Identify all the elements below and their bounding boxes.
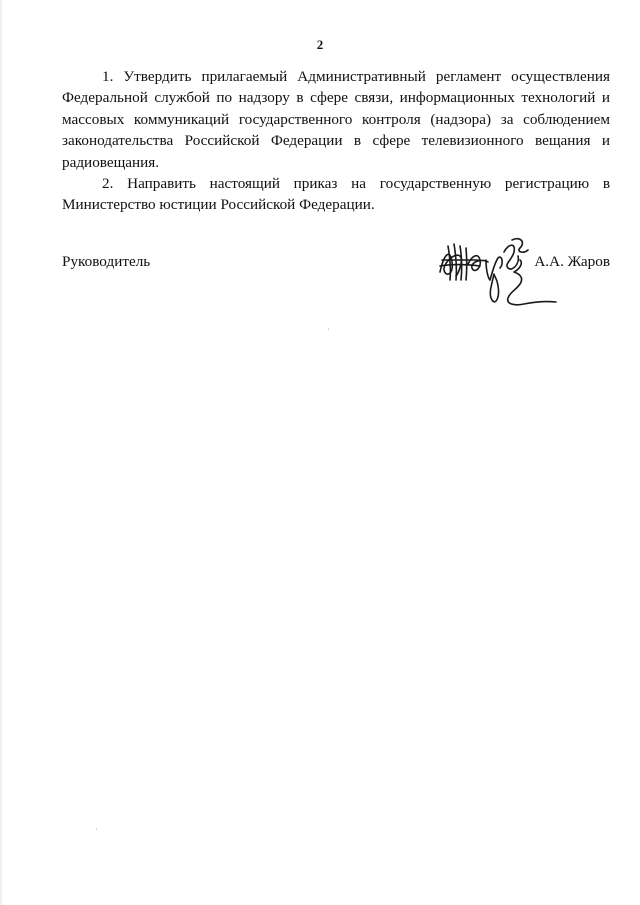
signature-icon xyxy=(434,234,558,310)
signer-position: Руководитель xyxy=(62,253,151,270)
page-number: 2 xyxy=(316,37,324,52)
document-body xyxy=(62,66,610,216)
scan-speck xyxy=(96,828,97,830)
scan-edge xyxy=(0,0,2,905)
paragraph-1: 1. Утвердить прилагаемый Административный регламент осуществления Федеральной службой по надзору в сфере связи, информационных технологий и массовых коммуникаций государственного контроля (надзора) за соблюдением законодательства Российской Федерации в сфере телевизионного вещания и радиовещания. xyxy=(62,68,610,171)
signer-name: А.А. Жаров xyxy=(534,253,610,270)
paragraph-2: 2. Направить настоящий приказ на государственную регистрацию в Министерство юстиции Российской Федерации. xyxy=(62,175,610,214)
signature-block xyxy=(62,248,610,318)
scan-speck xyxy=(328,328,329,330)
